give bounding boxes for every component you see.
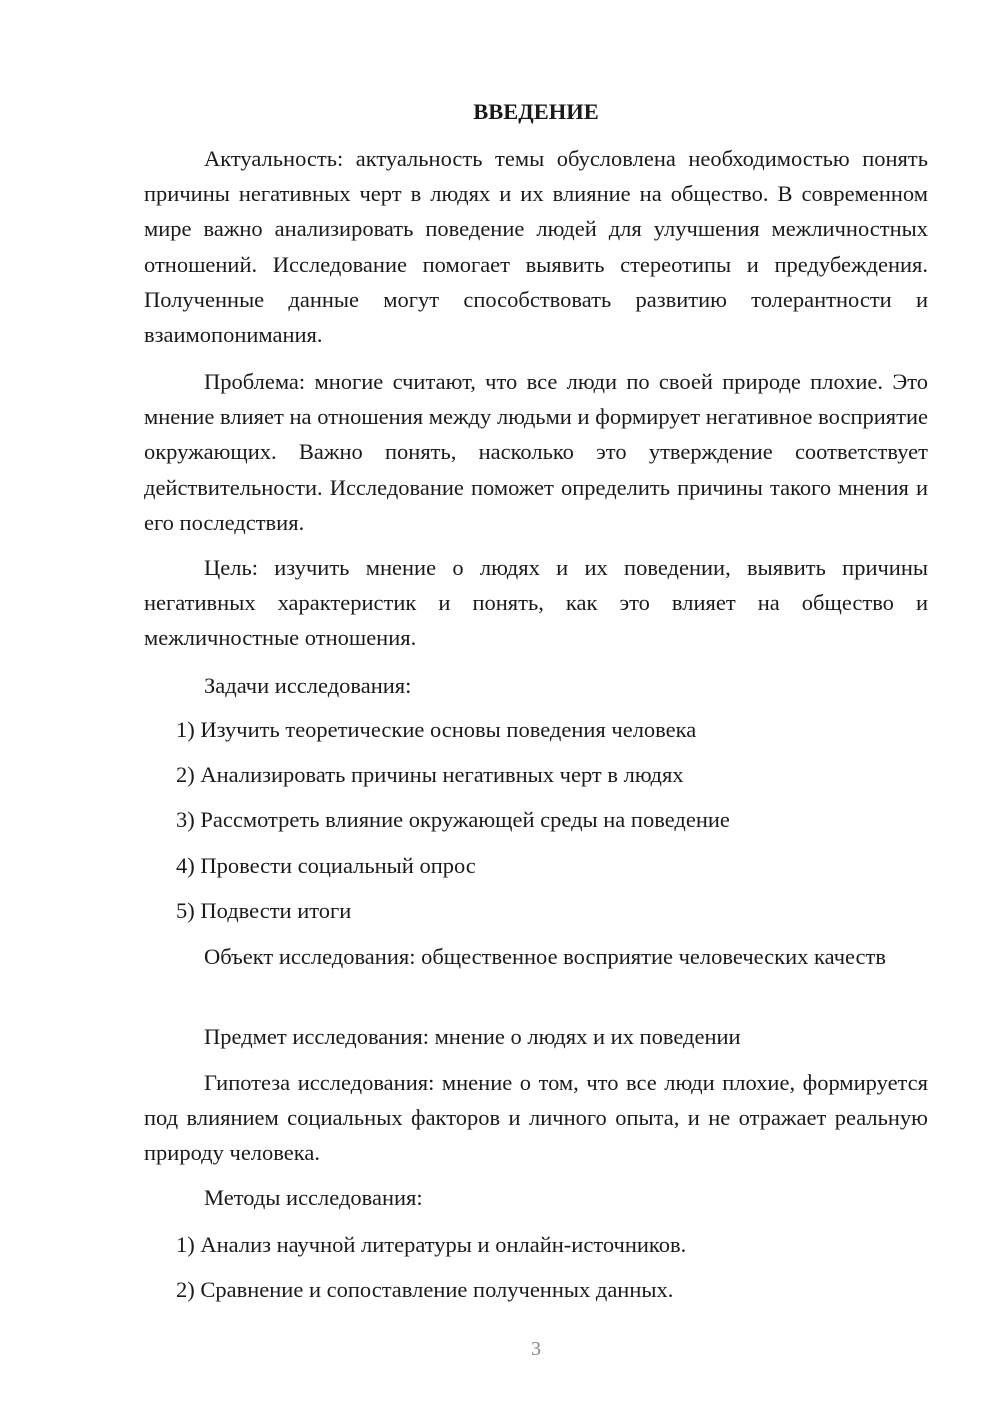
paragraph-goal: Цель: изучить мнение о людях и их поведении, выявить причины негативных характеристик и понять, как это влияет на общество и межличностные отношения.	[144, 555, 928, 651]
task-item: 2) Анализировать причины негативных черт в людях	[176, 762, 684, 787]
task-item: 3) Рассмотреть влияние окружающей среды на поведение	[176, 807, 730, 832]
method-item: 2) Сравнение и сопоставление полученных данных.	[176, 1277, 674, 1302]
method-item: 1) Анализ научной литературы и онлайн-источников.	[176, 1232, 687, 1257]
paragraph-relevance: Актуальность: актуальность темы обусловлена необходимостью понять причины негативных черт в людях и их влияние на общество. В современном мире важно анализировать поведение людей для улучшения межличностных отношений. Исследование помогает выявить стереотипы и предубеждения. Полученные данные могут способствовать развитию толерантности и взаимопонимания.	[144, 146, 928, 348]
page-title: ВВЕДЕНИЕ	[473, 99, 599, 124]
task-item: 1) Изучить теоретические основы поведения человека	[176, 717, 697, 742]
paragraph-subject: Предмет исследования: мнение о людях и их поведении	[204, 1024, 741, 1049]
task-item: 5) Подвести итоги	[176, 898, 352, 923]
page-number: 3	[531, 1338, 541, 1360]
methods-heading: Методы исследования:	[204, 1185, 423, 1210]
tasks-heading: Задачи исследования:	[204, 673, 412, 698]
task-item: 4) Провести социальный опрос	[176, 853, 476, 878]
paragraph-problem: Проблема: многие считают, что все люди по своей природе плохие. Это мнение влияет на отношения между людьми и формирует негативное восприятие окружающих. Важно понять, насколько это утверждение соответствует действительности. Исследование поможет определить причины такого мнения и его последствия.	[144, 369, 928, 535]
paragraph-hypothesis: Гипотеза исследования: мнение о том, что все люди плохие, формируется под влиянием социальных факторов и личного опыта, и не отражает реальную природу человека.	[144, 1070, 928, 1166]
paragraph-object: Объект исследования: общественное восприятие человеческих качеств	[204, 944, 886, 969]
